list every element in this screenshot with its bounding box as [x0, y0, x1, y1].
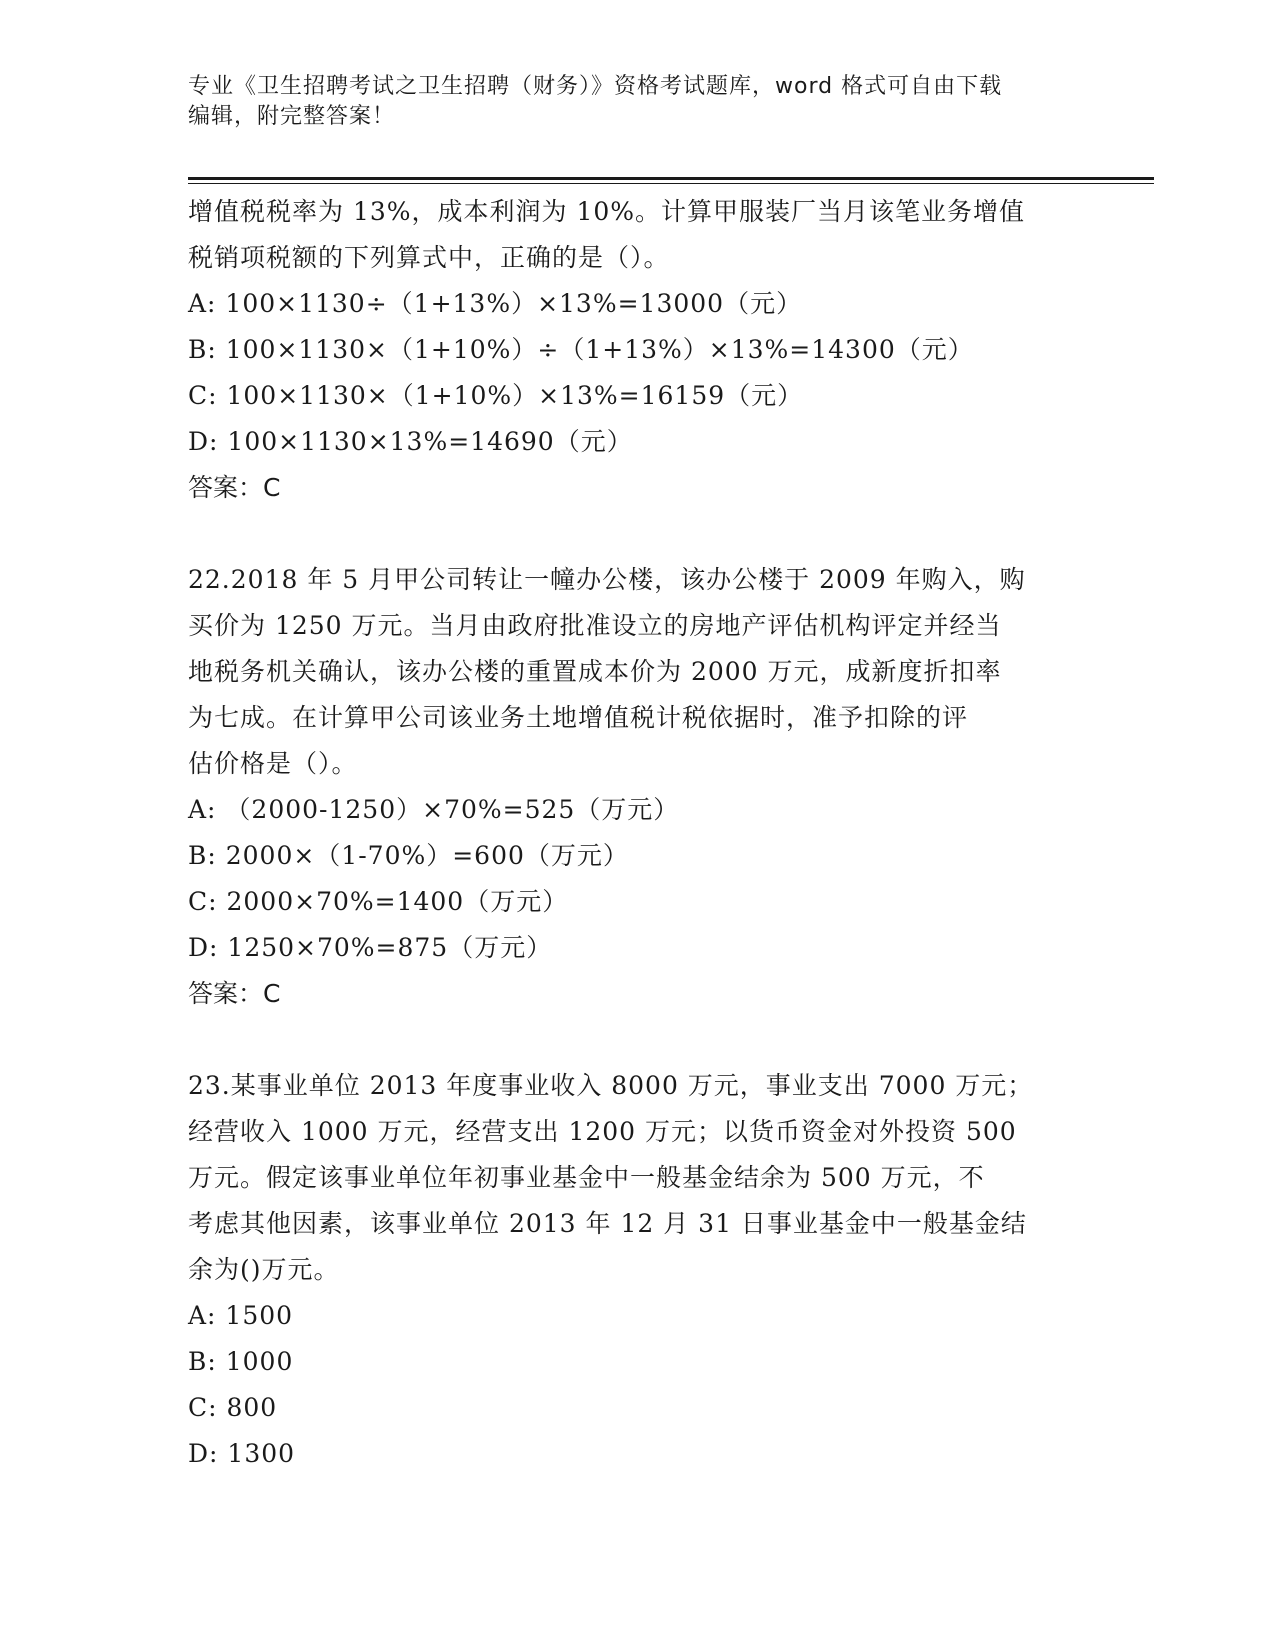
option-c: C: 100×1130×（1+10%）×13%=16159（元） — [188, 381, 804, 410]
question-22 — [188, 557, 1088, 1017]
question-23 — [188, 1063, 1088, 1477]
question-stem-line: 万元。假定该事业单位年初事业基金中一般基金结余为 500 万元，不 — [188, 1163, 985, 1192]
answer-line: 答案：C — [188, 473, 281, 502]
option-b: B: 2000×（1-70%）=600（万元） — [188, 841, 629, 870]
question-stem-line: 余为()万元。 — [188, 1255, 340, 1284]
header-divider-thick — [188, 177, 1154, 180]
option-d: D: 1250×70%=875（万元） — [188, 933, 553, 962]
question-stem-line: 考虑其他因素，该事业单位 2013 年 12 月 31 日事业基金中一般基金结 — [188, 1209, 1027, 1238]
option-d: D: 1300 — [188, 1439, 296, 1468]
question-stem-line: 增值税税率为 13%，成本利润为 10%。计算甲服装厂当月该笔业务增值 — [188, 197, 1026, 226]
header-divider-thin — [188, 183, 1154, 184]
question-stem-line: 经营收入 1000 万元，经营支出 1200 万元；以货币资金对外投资 500 — [188, 1117, 1017, 1146]
question-stem-line: 为七成。在计算甲公司该业务土地增值税计税依据时，准予扣除的评 — [188, 703, 969, 732]
option-a: A: 1500 — [188, 1301, 294, 1330]
option-b: B: 100×1130×（1+10%）÷（1+13%）×13%=14300（元） — [188, 335, 974, 364]
option-b: B: 1000 — [188, 1347, 294, 1376]
document-body — [188, 189, 1088, 1477]
document-header — [188, 72, 1068, 132]
option-c: C: 800 — [188, 1393, 278, 1422]
question-stem-line: 税销项税额的下列算式中，正确的是（）。 — [188, 243, 670, 272]
spacer — [188, 511, 1088, 557]
question-stem-line: 买价为 1250 万元。当月由政府批准设立的房地产评估机构评定并经当 — [188, 611, 1002, 640]
option-c: C: 2000×70%=1400（万元） — [188, 887, 569, 916]
header-line-1: 专业《卫生招聘考试之卫生招聘（财务）》资格考试题库，word 格式可自由下载 — [188, 74, 1003, 99]
question-21 — [188, 189, 1088, 511]
option-a: A: 100×1130÷（1+13%）×13%=13000（元） — [188, 289, 803, 318]
spacer — [188, 1017, 1088, 1063]
option-a: A: （2000-1250）×70%=525（万元） — [188, 795, 680, 824]
question-stem-line: 估价格是（）。 — [188, 749, 358, 778]
option-d: D: 100×1130×13%=14690（元） — [188, 427, 633, 456]
question-stem-line: 23.某事业单位 2013 年度事业收入 8000 万元，事业支出 7000 万元； — [188, 1071, 1034, 1100]
question-stem-line: 22.2018 年 5 月甲公司转让一幢办公楼，该办公楼于 2009 年购入，购 — [188, 565, 1026, 594]
question-stem-line: 地税务机关确认，该办公楼的重置成本价为 2000 万元，成新度折扣率 — [188, 657, 1002, 686]
header-line-2: 编辑，附完整答案！ — [188, 104, 396, 129]
answer-line: 答案：C — [188, 979, 281, 1008]
